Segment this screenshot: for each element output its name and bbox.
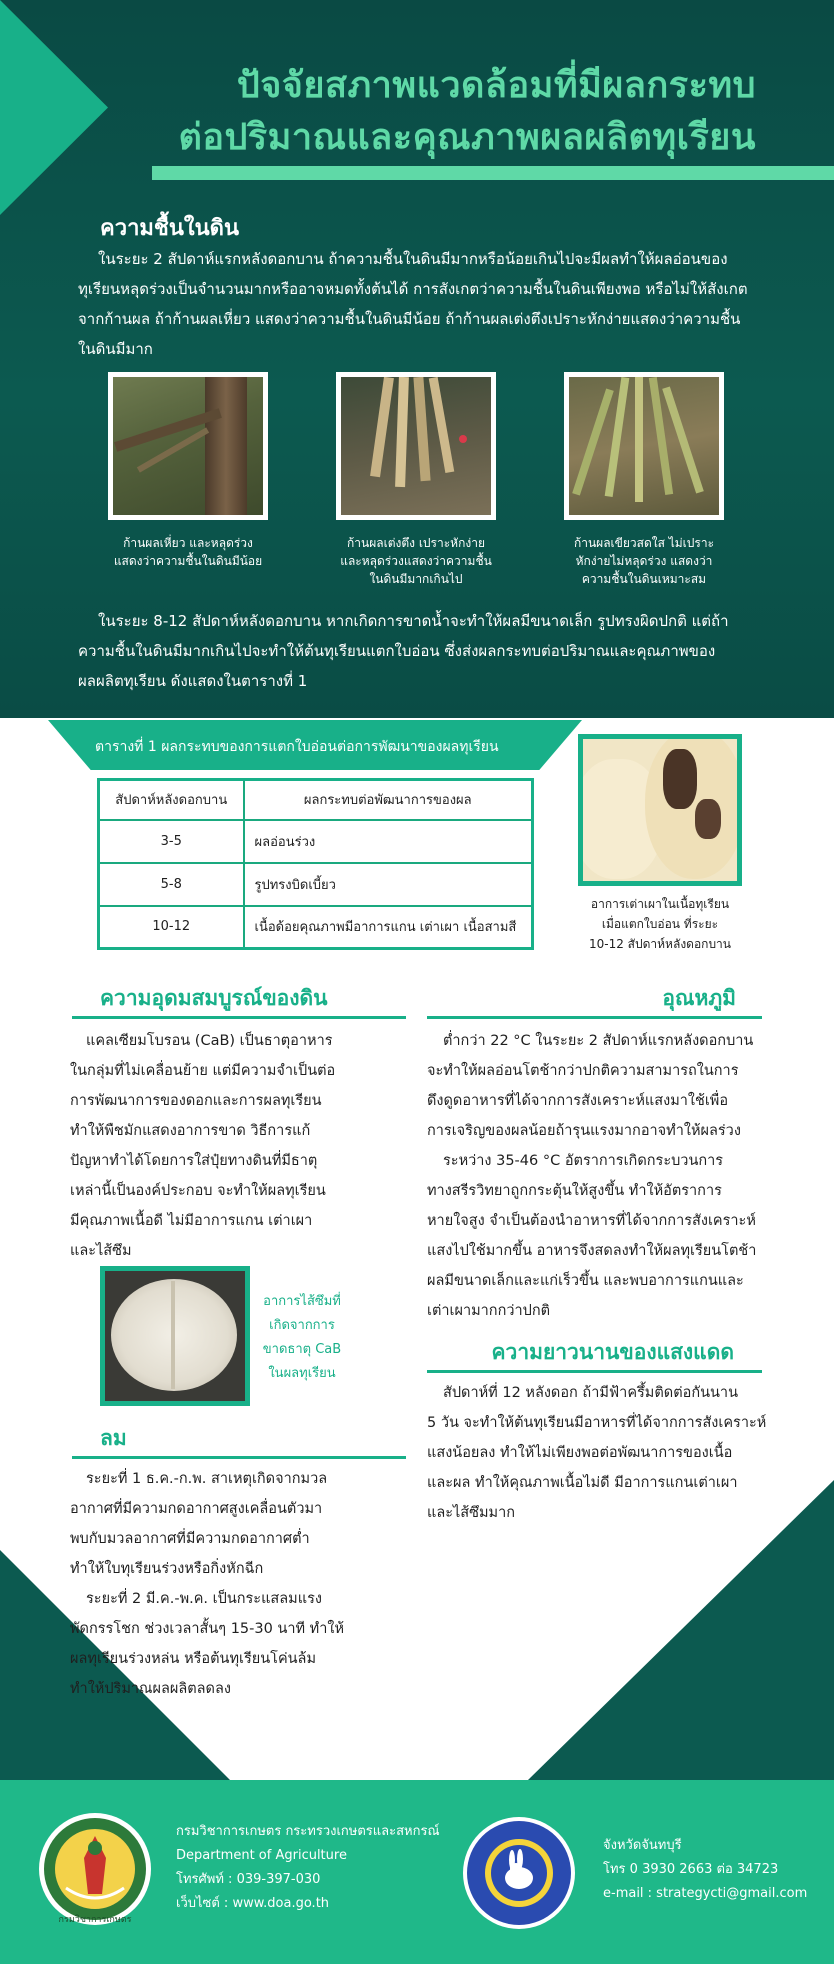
table-cell: 3-5	[99, 820, 244, 863]
footer-doa-info	[176, 1820, 440, 1916]
caption-line: ความชื้นในดินเหมาะสม	[581, 572, 707, 586]
paragraph-line: และผล ทำให้คุณภาพเนื้อไม่ดี มีอาการแกนเต่าเผา	[427, 1475, 738, 1491]
paragraph-line: ระยะที่ 1 ธ.ค.-ก.พ. สาเหตุเกิดจากมวล	[86, 1471, 328, 1487]
table-cell: ผลอ่อนร่วง	[244, 820, 533, 863]
paragraph-line: และไส้ซึมมาก	[427, 1505, 516, 1521]
caption-line: แสดงว่าความชื้นในดินมีน้อย	[113, 554, 263, 568]
paragraph-line: ระหว่าง 35-46 °C อัตราการเกิดกระบวนการ	[443, 1153, 724, 1169]
caption-line: ก้านผลเต่งตึง เปราะหักง่าย	[347, 536, 485, 550]
table-row	[99, 820, 533, 863]
caption-line: ขาดธาตุ CaB	[262, 1342, 342, 1357]
paragraph-line: ในกลุ่มที่ไม่เคลื่อนย้าย แต่มีความจำเป็นต่อ	[70, 1063, 336, 1079]
paragraph-line: ในดินมีมาก	[78, 340, 153, 358]
photo-durian-cab-deficiency	[100, 1266, 250, 1406]
footer-phone[interactable]: โทรศัพท์ : 039-397-030	[176, 1872, 321, 1887]
paragraph-line: ในระยะ 2 สัปดาห์แรกหลังดอกบาน ถ้าความชื้นในดินมีมากหรือน้อยเกินไปจะมีผลทำให้ผลอ่อนของ	[98, 250, 728, 268]
paragraph-line: ทำให้ใบทุเรียนร่วงหรือกิ่งหักฉีก	[70, 1561, 264, 1577]
photo-caption-turgid	[316, 534, 516, 588]
paragraph-line: พบกับมวลอากาศที่มีความกดอากาศต่ำ	[70, 1531, 310, 1547]
caption-line: เกิดจากการ	[269, 1318, 335, 1333]
caption-line: อาการไส้ซึมที่	[263, 1294, 341, 1309]
temperature-paragraph	[427, 1026, 772, 1326]
paragraph-line: สัปดาห์ที่ 12 หลังดอก ถ้ามีฟ้าครึ้มติดต่อกันนาน	[443, 1385, 738, 1401]
footer-website[interactable]: เว็บไซต์ : www.doa.go.th	[176, 1896, 330, 1911]
caption-line: หักง่ายไม่หลุดร่วง แสดงว่า	[575, 554, 713, 568]
paragraph-line: ระยะที่ 2 มี.ค.-พ.ค. เป็นกระแสลมแรง	[86, 1591, 322, 1607]
sunlight-heading: ความยาวนานของแสงแดด	[491, 1340, 734, 1364]
photo-wilted-stems	[108, 372, 268, 520]
table-cell: 5-8	[99, 863, 244, 906]
footer-org-en: Department of Agriculture	[176, 1848, 347, 1863]
paragraph-line: 5 วัน จะทำให้ต้นทุเรียนมีอาหารที่ได้จากการสังเคราะห์	[427, 1415, 767, 1431]
paragraph-line: อากาศที่มีความกดอากาศสูงเคลื่อนตัวมา	[70, 1501, 323, 1517]
photo-durian-flesh-burn	[578, 734, 742, 886]
heading-rule	[72, 1456, 406, 1459]
caption-line: ก้านผลเขียวสดใส ไม่เปราะ	[573, 536, 715, 550]
title-underline-bar	[152, 166, 834, 180]
temperature-heading: อุณหภูมิ	[662, 986, 736, 1010]
paragraph-line: หายใจสูง จำเป็นต้องนำอาหารที่ได้จากการสังเคราะห์	[427, 1213, 756, 1229]
paragraph-line: จะทำให้ผลอ่อนโตช้ากว่าปกติความสามารถในการ	[427, 1063, 739, 1079]
paragraph-line: ปัญหาทำได้โดยการใส่ปุ๋ยทางดินที่มีธาตุ	[70, 1153, 318, 1169]
soil-fertility-paragraph	[70, 1026, 390, 1266]
paragraph-line: แสงไปใช้มากขึ้น อาหารจึงสดลงทำให้ผลทุเรียนโตช้า	[427, 1243, 757, 1259]
durian-photo-caption	[560, 894, 760, 954]
table-cell: เนื้อด้อยคุณภาพมีอาการแกน เต่าเผา เนื้อสามสี	[244, 906, 533, 949]
caption-line: ในดินมีมากเกินไป	[369, 572, 463, 586]
table-cell: รูปทรงบิดเบี้ยว	[244, 863, 533, 906]
paragraph-line: ทางสรีรวิทยาถูกกระตุ้นให้สูงขึ้น ทำให้อัตราการ	[427, 1183, 722, 1199]
photo-healthy-stems	[564, 372, 724, 520]
footer-org-th: กรมวิชาการเกษตร กระทรวงเกษตรและสหกรณ์	[176, 1824, 440, 1839]
caption-line: ก้านผลเหี่ยว และหลุดร่วง	[123, 536, 253, 550]
paragraph-line: เต่าเผามากกว่าปกติ	[427, 1303, 551, 1319]
paragraph-line: และไส้ซึม	[70, 1243, 132, 1259]
paragraph-line: เหล่านี้เป็นองค์ประกอบ จะทำให้ผลทุเรียน	[70, 1183, 326, 1199]
table-header-row	[99, 780, 533, 820]
table-row	[99, 863, 533, 906]
footer-province-info	[603, 1834, 807, 1906]
moisture-heading: ความชื้นในดิน	[100, 216, 240, 241]
effects-table	[97, 778, 534, 950]
logo-lettering: กรมวิชาการเกษตร	[58, 1915, 132, 1925]
paragraph-line: ความชื้นในดินมีมากเกินไปจะทำให้ต้นทุเรียนแตกใบอ่อน ซึ่งส่งผลกระทบต่อปริมาณและคุณภาพของ	[78, 642, 716, 660]
cab-photo-caption	[252, 1290, 352, 1386]
photo-turgid-stems	[336, 372, 496, 520]
paragraph-line: ทำให้ปริมาณผลผลิตลดลง	[70, 1681, 231, 1697]
heading-rule	[427, 1016, 762, 1019]
table-cell: 10-12	[99, 906, 244, 949]
table-row	[99, 906, 533, 949]
moisture-paragraph-2	[78, 606, 768, 696]
caption-line: 10-12 สัปดาห์หลังดอกบาน	[588, 937, 731, 951]
paragraph-line: การพัฒนาการของดอกและการผลทุเรียน	[70, 1093, 322, 1109]
paragraph-line: จากก้านผล ถ้าก้านผลเหี่ยว แสดงว่าความชื้นในดินมีน้อย ถ้าก้านผลเต่งตึงเปราะหักง่ายแสดงว่าความชื้น	[78, 310, 741, 328]
caption-line: และหลุดร่วงแสดงว่าความชื้น	[340, 554, 492, 568]
footer-email[interactable]: e-mail : strategycti@gmail.com	[603, 1886, 808, 1901]
table-header-cell: ผลกระทบต่อพัฒนาการของผล	[244, 780, 533, 820]
heading-rule	[72, 1016, 406, 1019]
footer-province: จังหวัดจันทบุรี	[603, 1838, 682, 1853]
table-caption: ตารางที่ 1 ผลกระทบของการแตกใบอ่อนต่อการพัฒนาของผลทุเรียน	[95, 739, 499, 755]
wind-heading: ลม	[100, 1426, 127, 1450]
caption-line: ในผลทุเรียน	[268, 1366, 336, 1381]
photo-caption-wilted	[88, 534, 288, 570]
doa-logo	[36, 1808, 154, 1930]
sunlight-paragraph	[427, 1378, 772, 1528]
page-title-line-2: ต่อปริมาณและคุณภาพผลผลิตทุเรียน	[178, 117, 756, 158]
heading-rule	[427, 1370, 762, 1373]
paragraph-line: ต่ำกว่า 22 °C ในระยะ 2 สัปดาห์แรกหลังดอกบาน	[443, 1033, 754, 1049]
paragraph-line: ผลทุเรียนร่วงหล่น หรือต้นทุเรียนโค่นล้ม	[70, 1651, 317, 1667]
moisture-paragraph	[78, 244, 768, 364]
paragraph-line: ในระยะ 8-12 สัปดาห์หลังดอกบาน หากเกิดการขาดน้ำจะทำให้ผลมีขนาดเล็ก รูปทรงผิดปกติ แต่ถ้า	[98, 612, 729, 630]
footer-province-phone[interactable]: โทร 0 3930 2663 ต่อ 34723	[603, 1862, 779, 1877]
wind-paragraph	[70, 1464, 395, 1704]
table-header-cell: สัปดาห์หลังดอกบาน	[99, 780, 244, 820]
caption-line: อาการเต่าเผาในเนื้อทุเรียน	[590, 897, 730, 911]
paragraph-line: แคลเซียมโบรอน (CaB) เป็นธาตุอาหาร	[86, 1033, 333, 1049]
paragraph-line: ดึงดูดอาหารที่ได้จากการสังเคราะห์แสงมาใช้เพื่อ	[427, 1093, 729, 1109]
paragraph-line: การเจริญของผลน้อยถ้ารุนแรงมากอาจทำให้ผลร่วง	[427, 1123, 741, 1139]
paragraph-line: ผลมีขนาดเล็กและแก่เร็วขึ้น และพบอาการแกนและ	[427, 1273, 744, 1289]
paragraph-line: ทุเรียนหลุดร่วงเป็นจำนวนมากหรืออาจหมดทั้งต้นได้ การสังเกตว่าความชื้นในดินเพียงพอ หรือไม่ให้สังเกต	[78, 280, 748, 298]
photo-caption-healthy	[544, 534, 744, 588]
province-logo	[458, 1814, 580, 1932]
paragraph-line: มีคุณภาพเนื้อดี ไม่มีอาการแกน เต่าเผา	[70, 1213, 313, 1229]
caption-line: เมื่อแตกใบอ่อน ที่ระยะ	[601, 917, 719, 931]
paragraph-line: ผลผลิตทุเรียน ดังแสดงในตารางที่ 1	[78, 672, 308, 690]
paragraph-line: แสงน้อยลง ทำให้ไม่เพียงพอต่อพัฒนาการของเนื้อ	[427, 1445, 733, 1461]
soil-fertility-heading: ความอุดมสมบูรณ์ของดิน	[100, 986, 328, 1010]
page-title-line-1: ปัจจัยสภาพแวดล้อมที่มีผลกระทบ	[236, 65, 756, 106]
paragraph-line: ทำให้พืชมักแสดงอาการขาด วิธีการแก้	[70, 1123, 311, 1139]
paragraph-line: พัดกรรโชก ช่วงเวลาสั้นๆ 15-30 นาที ทำให้	[70, 1621, 344, 1637]
